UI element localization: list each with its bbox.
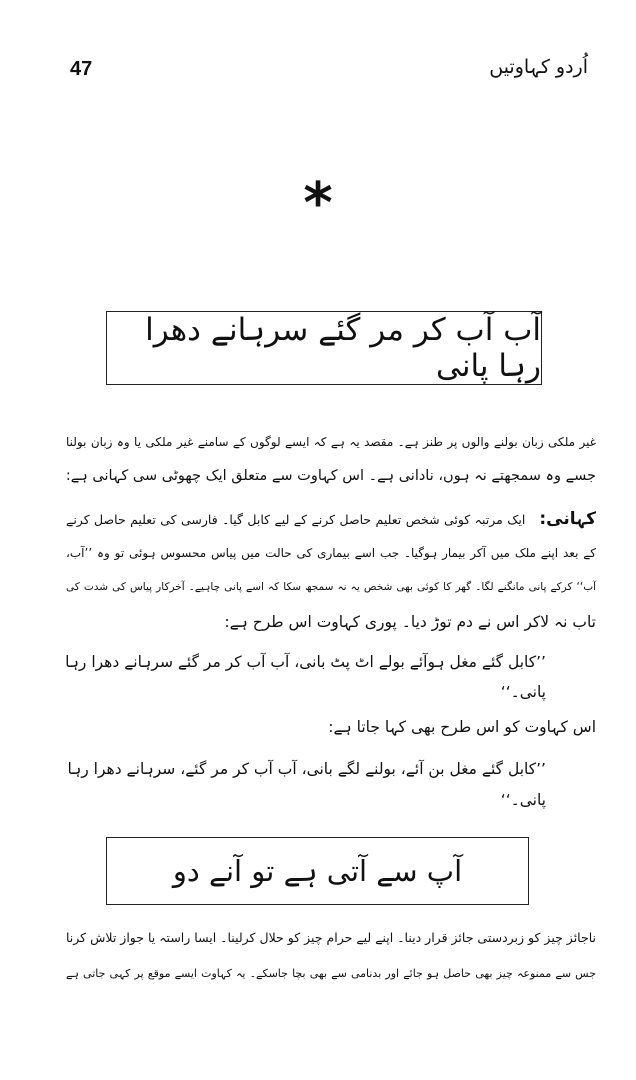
quote-line: ’’کابل گئے مغل بن آئے، بولنے لگے بانی، آب آب کر مر گئے، سرہانے دھرا رہا: [67, 760, 546, 778]
quote-line: پانی۔‘‘: [500, 791, 546, 809]
running-head: اُردو کہاوتیں: [489, 56, 588, 78]
page-number: 47: [70, 58, 93, 80]
body-line: ناجائز چیز کو زبردستی جائز قرار دینا۔ اپنے لیے حرام چیز کو حلال کرلینا۔ ایسا راستہ یا جواز تلاش کرنا: [66, 930, 596, 945]
body-line: کے بعد اپنے ملک میں آکر بیمار ہوگیا۔ جب اسے بیماری کی حالت میں پیاس محسوس ہوئی تو وہ ’’آب،: [66, 546, 596, 560]
body-line: جسے وہ سمجھتے نہ ہوں، نادانی ہے۔ اس کہاوت سے متعلق ایک چھوٹی سی کہانی ہے:: [65, 468, 596, 484]
story-text: ایک مرتبہ کوئی شخص تعلیم حاصل کرنے کے لیے کابل گیا۔ فارسی کی تعلیم حاصل کرنے: [66, 512, 526, 527]
body-line: تاب نہ لاکر اس نے دم توڑ دیا۔ پوری کہاوت اس طرح ہے:: [224, 613, 596, 631]
quote-line: پانی۔‘‘: [500, 683, 546, 701]
proverb-title-box: [106, 837, 529, 905]
proverb-title: آپ سے آتی ہے تو آنے دو: [172, 854, 463, 888]
body-line: غیر ملکی زبان بولنے والوں پر طنز ہے۔ مقصد یہ ہے کہ ایسے لوگوں کے سامنے غیر ملکی یا وہ زبان بولنا: [66, 435, 596, 449]
body-line: آب‘‘ کرکے پانی مانگنے لگا۔ گھر کا کوئی بھی شخص یہ نہ سمجھ سکا کہ اسے پانی چاہیے۔ آخرکار پیاس کی شدت کی: [66, 581, 596, 593]
section-ornament: *: [303, 171, 333, 236]
proverb-title-box: [106, 311, 542, 385]
story-first-line: [66, 508, 596, 531]
body-line: اس کہاوت کو اس طرح بھی کہا جاتا ہے:: [328, 718, 596, 736]
body-line: جس سے ممنوعہ چیز بھی حاصل ہو جائے اور بدنامی سے بھی بچا جاسکے۔ یہ کہاوت ایسے موقع پر کہی جاتی ہے: [66, 967, 596, 980]
quote-line: ’’کابل گئے مغل ہوآئے بولے اٹ پٹ بانی، آب آب کر مر گئے سرہانے دھرا رہا: [65, 653, 546, 671]
story-label: کہانی:: [539, 509, 596, 529]
proverb-title: آب آب کر مر گئے سرہانے دھرا رہا پانی: [145, 312, 541, 384]
